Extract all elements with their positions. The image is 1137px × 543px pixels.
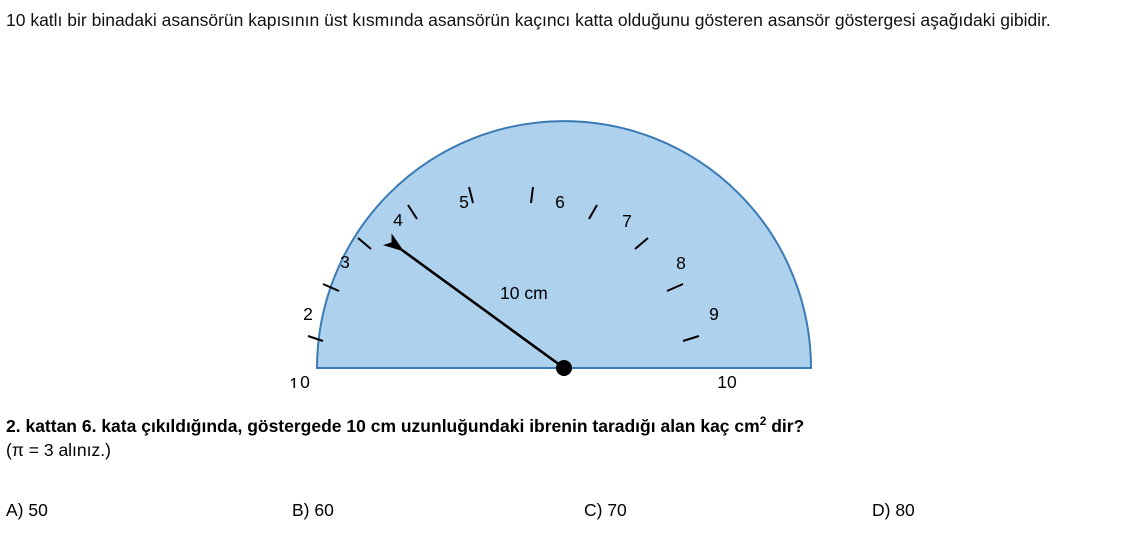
tick-label-7: 7 (622, 211, 632, 231)
needle-length-label: 10 cm (500, 283, 548, 303)
question-exponent: 2 (759, 414, 767, 428)
tick-label-8: 8 (676, 253, 686, 273)
tick-label-6: 6 (555, 192, 565, 212)
question-intro-text: 10 katlı bir binadaki asansörün kapısının üst kısmında asansörün kaçıncı katta olduğunu gösteren asansör göstergesi aşağıdaki gibidir. (6, 10, 1051, 30)
answer-options (0, 500, 1137, 532)
option-d[interactable]: D) 80 (872, 500, 915, 520)
tick-label-9: 9 (709, 304, 719, 324)
indicator-svg (0, 88, 1137, 388)
tick-label-2: 2 (303, 304, 313, 324)
question-note: (π = 3 alınız.) (6, 440, 111, 460)
question-main: 2. kattan 6. kata çıkıldığında, göstergede 10 cm uzunluğundaki ibrenin taradığı alan kaç cm (6, 415, 760, 436)
question-tail: dir? (766, 415, 805, 436)
tick-label-5: 5 (459, 192, 469, 212)
option-a[interactable]: A) 50 (6, 500, 48, 520)
option-c[interactable]: C) 70 (584, 500, 627, 520)
option-b[interactable]: B) 60 (292, 500, 334, 520)
tick-label-10: 10 (717, 372, 737, 388)
tick-label-3: 3 (340, 252, 350, 272)
needle-pivot (556, 360, 572, 376)
tick-label-0: 0 (300, 372, 310, 388)
tick-label-4: 4 (393, 210, 403, 230)
question-text (6, 408, 1131, 440)
dial-semicircle (317, 121, 811, 368)
elevator-indicator-figure (0, 88, 1137, 388)
tick-label-1: 1 (289, 374, 299, 388)
